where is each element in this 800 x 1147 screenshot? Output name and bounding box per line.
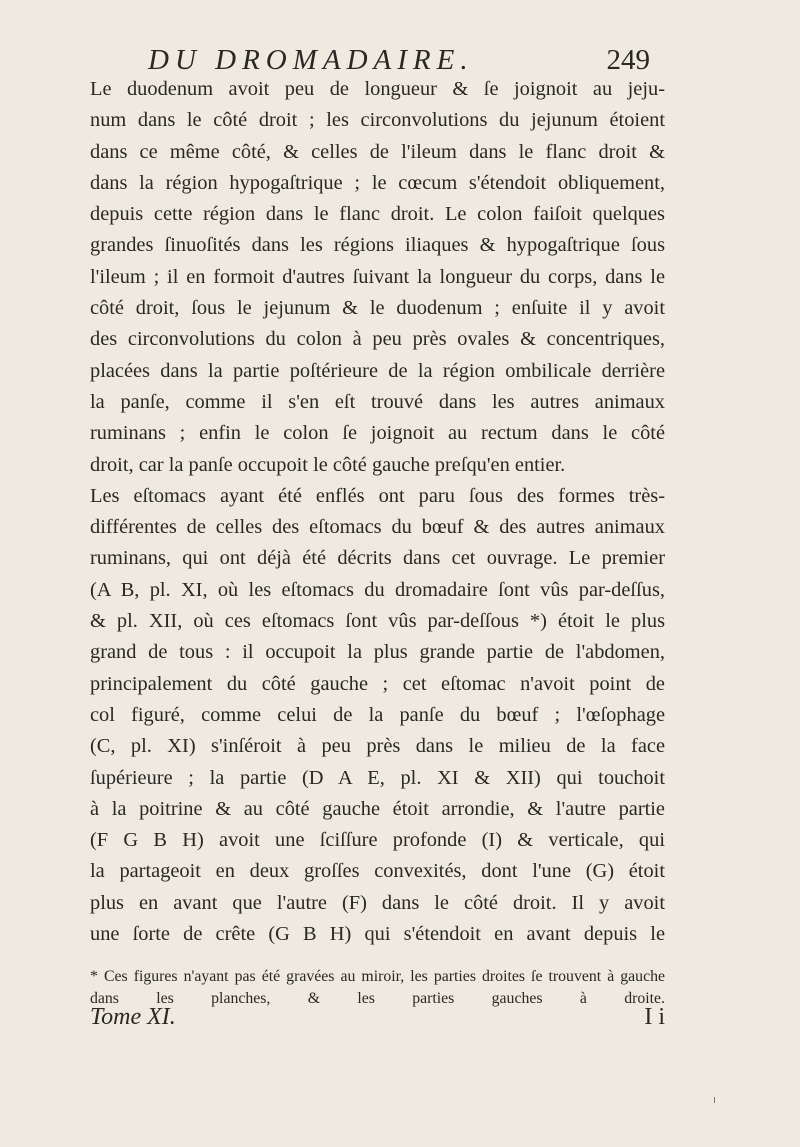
text-line: une ſorte de crête (G B H) qui s'étendoit en avant depuis le xyxy=(90,923,665,946)
page-footer xyxy=(90,1004,665,1034)
text-line: ruminans ; enfin le colon ſe joignoit au rectum dans le côté xyxy=(90,422,665,445)
volume-label: Tome XI. xyxy=(90,1004,176,1030)
text-line: l'ileum ; il en formoit d'autres ſuivant la longueur du corps, dans le xyxy=(90,265,665,288)
text-line: dans la région hypogaſtrique ; le cœcum s'étendoit obliquement, xyxy=(90,171,665,194)
text-line: la partageoit en deux groſſes convexités, dont l'une (G) étoit xyxy=(90,860,665,883)
text-line: & pl. XII, où ces eſtomacs ſont vûs par-deſſous *) étoit le plus xyxy=(90,610,665,633)
text-line: (C, pl. XI) s'inſéroit à peu près dans le milieu de la face xyxy=(90,735,665,758)
text-line: différentes de celles des eſtomacs du bœuf & des autres animaux xyxy=(90,516,665,539)
text-line: grandes ſinuoſités dans les régions iliaques & hypogaſtrique ſous xyxy=(90,234,665,257)
body-text xyxy=(90,74,665,950)
text-line: Les eſtomacs ayant été enflés ont paru ſous des formes très- xyxy=(90,484,665,507)
text-line: placées dans la partie poſtérieure de la région ombilicale derrière xyxy=(90,359,665,382)
text-line: principalement du côté gauche ; cet eſtomac n'avoit point de xyxy=(90,672,665,695)
running-title: DU DROMADAIRE. xyxy=(148,44,474,76)
text-line: ſupérieure ; la partie (D A E, pl. XI & XII) qui touchoit xyxy=(90,766,665,789)
text-line: depuis cette région dans le flanc droit. Le colon faiſoit quelques xyxy=(90,203,665,226)
text-line: des circonvolutions du colon à peu près ovales & concentriques, xyxy=(90,328,665,351)
footnote: * Ces figures n'ayant pas été gravées au miroir, les parties droites ſe trouvent à gauche dans les planches, & les parties gauches à droite. xyxy=(90,968,665,1007)
text-line: droit, car la panſe occupoit le côté gauche preſqu'en entier. xyxy=(90,453,566,476)
text-line: (F G B H) avoit une ſciſſure profonde (I) & verticale, qui xyxy=(90,829,665,852)
page-number: 249 xyxy=(606,44,650,76)
text-line: col figuré, comme celui de la panſe du bœuf ; l'œſophage xyxy=(90,703,665,726)
text-line: ruminans, qui ont déjà été décrits dans cet ouvrage. Le premier xyxy=(90,547,665,570)
signature-mark: I i xyxy=(644,1004,665,1030)
text-line: côté droit, ſous le jejunum & le duodenum ; enſuite il y avoit xyxy=(90,297,665,320)
page-speck xyxy=(714,1097,715,1103)
text-line: num dans le côté droit ; les circonvolutions du jejunum étoient xyxy=(90,109,665,132)
text-line: grand de tous : il occupoit la plus grande partie de l'abdomen, xyxy=(90,641,665,664)
text-line: (A B, pl. XI, où les eſtomacs du dromadaire ſont vûs par-deſſus, xyxy=(90,578,665,601)
text-line: plus en avant que l'autre (F) dans le côté droit. Il y avoit xyxy=(90,891,665,914)
text-line: à la poitrine & au côté gauche étoit arrondie, & l'autre partie xyxy=(90,797,665,820)
text-line: Le duodenum avoit peu de longueur & ſe joignoit au jeju- xyxy=(90,78,665,100)
text-line: dans ce même côté, & celles de l'ileum dans le flanc droit & xyxy=(90,140,665,163)
text-line: la panſe, comme il s'en eſt trouvé dans les autres animaux xyxy=(90,390,665,413)
